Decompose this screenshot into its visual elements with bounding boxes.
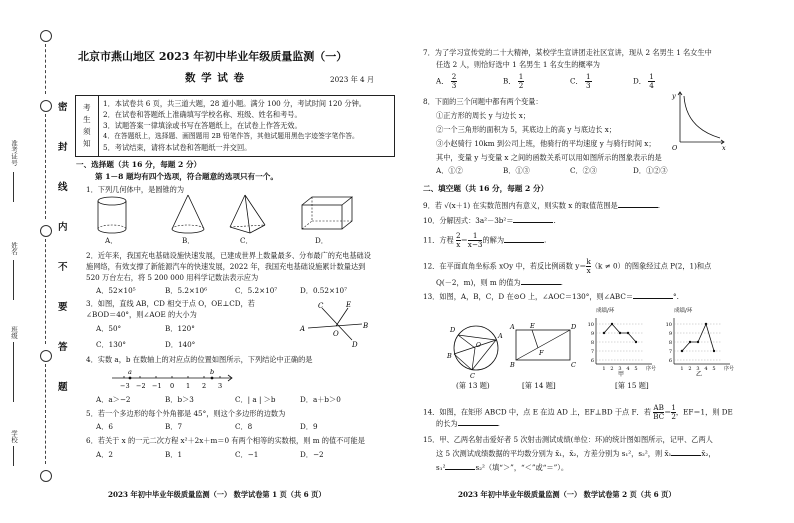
y-tick-label: 7 [590,349,594,355]
q14-label-c: C [571,361,576,369]
exam-date: 2023 年 4 月 [330,75,375,84]
q15-line: s₁² s₂²（填“＞”，“＜”或“＝”）。 [436,463,569,472]
q8-line: 8．下面的三个问题中都有两个变量： [423,97,543,106]
exam-number-label: 准考证号 [10,140,18,166]
x-tick-label: 4 [704,366,708,372]
q13-label-a: A [498,332,503,340]
q7-option-d[interactable]: D． $\frac{1}{4}$ [633,72,654,90]
x-tick-label: 序号 [646,366,657,372]
data-point [705,323,707,325]
q4-text: 4．实数 a，b 在数轴上的对应点的位置如图所示，下列结论中正确的是 [86,355,313,364]
q9-text: 9．若 √(x＋1) 在实数范围内有意义，则实数 x 的取值范围是 . [423,201,661,210]
x-tick-label: 3 [696,366,700,372]
q2-option-b[interactable]: B．5.2×10⁶ [165,286,207,295]
q2-line: 施网络，有效支撑了新能源汽车的快速发展，2022 年，我国充电基础设施累计数量达到 [86,262,366,271]
q5-option-d[interactable]: D．9 [300,422,318,431]
q15-charts [582,306,735,378]
y-tick-label: 8 [590,340,594,346]
q4-option-c[interactable]: C．| a | ＞b [235,395,276,404]
section1-title: 一、选择题（共 16 分，每题 2 分） [76,160,202,169]
q15-chart-ylabel: 成绩/环 [674,308,693,314]
page2-footer: 2023 年初中毕业年级质量监测（一） 数学试卷第 2 页（共 6 页） [458,490,676,499]
seal-char: 要 [58,302,68,313]
q13-label-o: O [476,342,481,349]
y-tick-label: 10 [587,322,594,328]
series-name: 甲 [618,371,625,378]
exam-title: 北京市燕山地区 2023 年初中毕业年级质量监测（一） [78,50,348,63]
notice-item: 4．在答题纸上，选择题、画图题用 2B 铅笔作答，其他试题用黑色字迹签字笔作答。 [103,132,359,140]
q3-line: ∠BOD＝40°，则∠AOE 的大小为 [86,310,197,319]
q1-option-d[interactable]: D． [315,236,328,245]
q3-option-b[interactable]: B．120° [165,324,195,333]
q3-option-d[interactable]: D．140° [165,340,196,349]
q3-line: 3．如图，直线 AB，CD 相交于点 O，OE⊥CD，若 [86,299,255,308]
q4-tick-label: −1 [152,382,162,390]
x-tick-label: 2 [610,366,614,372]
q6-option-c[interactable]: C．−1 [235,450,259,459]
q13-text: 13．如图，A，B，C，D 在⊙O 上，∠AOC＝130°，则∠ABC＝ °. [423,292,679,301]
q6-option-a[interactable]: A．2 [96,450,113,459]
notice-item: 5．考试结束，请将本试卷和答题纸一并交回。 [103,143,252,152]
q13-label-b: B [447,352,452,360]
data-point [603,332,605,334]
binding-hole [40,350,52,362]
data-point [627,332,629,334]
q13-caption: (第 13 题) [456,381,490,390]
q5-text: 5．若一个多边形的每个外角都是 45°，则这个多边形的边数为 [86,409,286,418]
q14-label-d: D [571,323,577,331]
q8-line: 其中，变量 y 与变量 x 之间的函数关系可以用如图所示的图象表示的是 [436,153,662,162]
seal-char: 题 [58,382,68,393]
q1-option-a[interactable]: A． [105,236,118,245]
q4-label-a: a [128,368,132,376]
q14-label-a: A [510,323,515,331]
q4-tick-label: −3 [120,382,130,390]
q1-text: 1．下列几何体中，是圆锥的为 [86,185,185,194]
data-point [681,350,683,352]
q6-option-b[interactable]: B．1 [165,450,183,459]
q13-label-d: D [450,326,456,334]
q15-chart-jia [588,306,656,378]
q7-option-a[interactable]: A． $\frac{2}{3}$ [436,72,457,90]
x-tick-label: 5 [634,366,638,372]
q8-axis-y: y [672,92,676,100]
seal-char: 线 [58,182,68,193]
q4-option-a[interactable]: A．a＞−2 [96,395,131,404]
seal-char: 答 [58,342,68,353]
q3-label-o: O [333,330,339,338]
q13-circle-figure [447,320,508,380]
q4-tick-label: 2 [202,382,207,390]
q2-line: 2．近年来，我国充电基础设施快速发展，已建成世界上数量最多、分布最广的充电基础设 [86,251,371,260]
data-point [689,341,691,343]
q2-option-c[interactable]: C．5.2×10⁷ [235,286,278,295]
data-point [635,341,637,343]
q7-option-c[interactable]: C． $\frac{1}{3}$ [570,72,591,90]
q15-caption: [第 15 题] [615,381,649,390]
q5-option-a[interactable]: A．6 [96,422,113,431]
section1-note: 第 1－8 题均有四个选项，符合题意的选项只有一个。 [95,172,278,181]
data-point [619,332,621,334]
binding-hole [40,225,52,237]
q6-option-d[interactable]: D．−2 [300,450,324,459]
q6-text: 6．若关于 x 的一元二次方程 x²＋2x＋m＝0 有两个相等的实数根，则 m 的值不可能是 [86,436,365,445]
q4-tick-label: −2 [136,382,146,390]
q8-option-a[interactable]: A．①② [436,166,463,175]
q7-option-b[interactable]: B． $\frac{1}{2}$ [503,72,524,90]
q3-label-d: D [352,341,358,349]
q12-text: 12．在平面直角坐标系 xOy 中，若反比例函数 y＝ $\frac{k}{x}$ （k ≠ 0）的图象经过点 P(2，1)和点 [423,257,712,275]
notice-item: 1．本试卷共 6 页，共三道大题，28 道小题。满分 100 分，考试时间 120 分钟。 [103,99,366,108]
data-point [611,323,613,325]
q5-option-b[interactable]: B．7 [165,422,183,431]
class-label: 班级 [10,326,18,339]
seal-char: 内 [58,222,68,233]
q14-caption: [第 14 题] [522,381,556,390]
q3-label-c: C [318,302,324,310]
notice-box [75,95,395,157]
q10-text: 10．分解因式：3a²－3b²＝ . [423,216,556,225]
q15-chart-ylabel: 成绩/环 [596,308,615,314]
q4-number-line [110,368,240,392]
q3-option-c[interactable]: C．130° [96,340,126,349]
seal-char: 封 [58,142,68,153]
x-tick-label: 1 [602,366,606,372]
section2-title: 二、填空题（共 16 分，每题 2 分） [423,184,549,193]
q4-tick-label: 1 [186,382,191,390]
q14-label-f: F [539,349,544,357]
q3-label-e: E [346,301,352,309]
page1-footer: 2023 年初中毕业年级质量监测（一） 数学试卷第 1 页（共 6 页） [108,490,326,499]
q14-line2: 的长为 . [436,419,500,428]
notice-label: 考生须知 [83,103,91,148]
q8-axis-x: x [722,144,726,152]
q8-line: ③小赵骑行 10km 到公司上班，他骑行的平均速度 y 与骑行时间 x； [436,139,656,148]
q15-chart-yi [666,306,734,378]
seal-char: 密 [58,102,68,113]
y-tick-label: 8 [668,340,672,346]
q7-line: 7．为了学习宣传党的二十大精神，某校学生宣讲团走社区宣讲，现从 2 名男生 1 名女生中 [423,48,712,57]
y-tick-label: 9 [668,331,672,337]
y-tick-label: 9 [590,331,594,337]
q8-origin: O [672,144,678,152]
q8-graph-figure [670,88,730,152]
q3-label-a: A [300,325,306,333]
q7-line: 任选 2 人，则恰好选中 1 名男生 1 名女生的概率为 [436,60,600,69]
q3-label-b: B [363,322,369,330]
q8-option-b[interactable]: B．①③ [503,166,530,175]
q2-option-d[interactable]: D．0.52×10⁷ [300,286,348,295]
q1-option-c[interactable]: C． [240,236,253,245]
q15-line: 这 5 次测试成绩数据的平均数分别为 x̄₁，x̄₂，方差分别为 s₁²，s₂²，则 x̄₁ x̄₂， [436,449,716,458]
q3-option-a[interactable]: A．50° [96,324,122,333]
q8-line: ①正方形的周长 y 与边长 x； [436,111,531,120]
q4-tick-label: 0 [170,382,175,390]
q15-line: 15．甲、乙两名射击爱好者 5 次射击测试成绩(单位：环)的统计图如图所示，记甲、乙两人 [423,435,713,444]
x-tick-label: 5 [712,366,716,372]
binding-strip [0,0,68,523]
q14-text: 14．如图，在矩形 ABCD 中，点 E 在边 AD 上，EF⊥BD 于点 F．若 $\frac{AB}{BC}$ ＝ $\frac{1}{2}$ ，EF＝1，则 DE [423,403,733,421]
q14-rectangle-figure [510,322,578,368]
x-tick-label: 1 [680,366,684,372]
binding-hole [40,100,52,112]
binding-hole [40,470,52,482]
subject-title: 数 学 试 卷 [185,72,245,84]
x-tick-label: 2 [688,366,692,372]
q11-text: 11．方程 $\frac{2}{x}$ ＝ $\frac{1}{x-3}$ 的解为 . [423,231,547,249]
q8-option-d[interactable]: D．①②③ [633,166,668,175]
x-tick-label: 序号 [724,366,735,372]
binding-hole [40,30,52,42]
q8-option-c[interactable]: C．②③ [570,166,598,175]
y-tick-label: 6 [590,358,594,364]
q14-label-e: E [530,322,535,330]
y-tick-label: 6 [668,358,672,364]
q4-tick-label: 3 [218,382,223,390]
q3-lines-figure [300,300,380,350]
q14-label-b: B [510,361,515,369]
q5-option-c[interactable]: C．8 [235,422,253,431]
q2-line: 520 万台左右，将 5 200 000 用科学记数法表示应为 [86,273,259,282]
q4-option-d[interactable]: D．a＋b＞0 [300,395,341,404]
q2-option-a[interactable]: A．52×10⁵ [96,286,136,295]
notice-item: 2．在试卷和答题纸上准确填写学校名称、班级、姓名和考号。 [103,110,302,119]
school-label: 学校 [10,430,18,443]
q4-option-b[interactable]: B．b＞3 [165,395,194,404]
data-point [697,341,699,343]
x-tick-label: 3 [618,366,622,372]
seal-char: 不 [58,262,68,273]
x-tick-label: 4 [626,366,630,372]
y-tick-label: 7 [668,349,672,355]
name-label: 姓名 [10,242,18,255]
y-tick-label: 10 [665,322,672,328]
series-name: 乙 [696,371,703,378]
q12-line2: Q(－2，m)，则 m 的值为 . [436,278,563,287]
notice-item: 3．试题答案一律填涂或书写在答题纸上，在试卷上作答无效。 [103,121,302,130]
q8-line: ②一个三角形的面积为 5，其底边上的高 y 与底边长 x； [436,125,616,134]
q13-label-c: C [470,372,475,380]
series-line [682,324,714,351]
data-point [713,350,715,352]
q1-option-b[interactable]: B． [182,236,195,245]
q4-label-b: b [210,368,215,376]
